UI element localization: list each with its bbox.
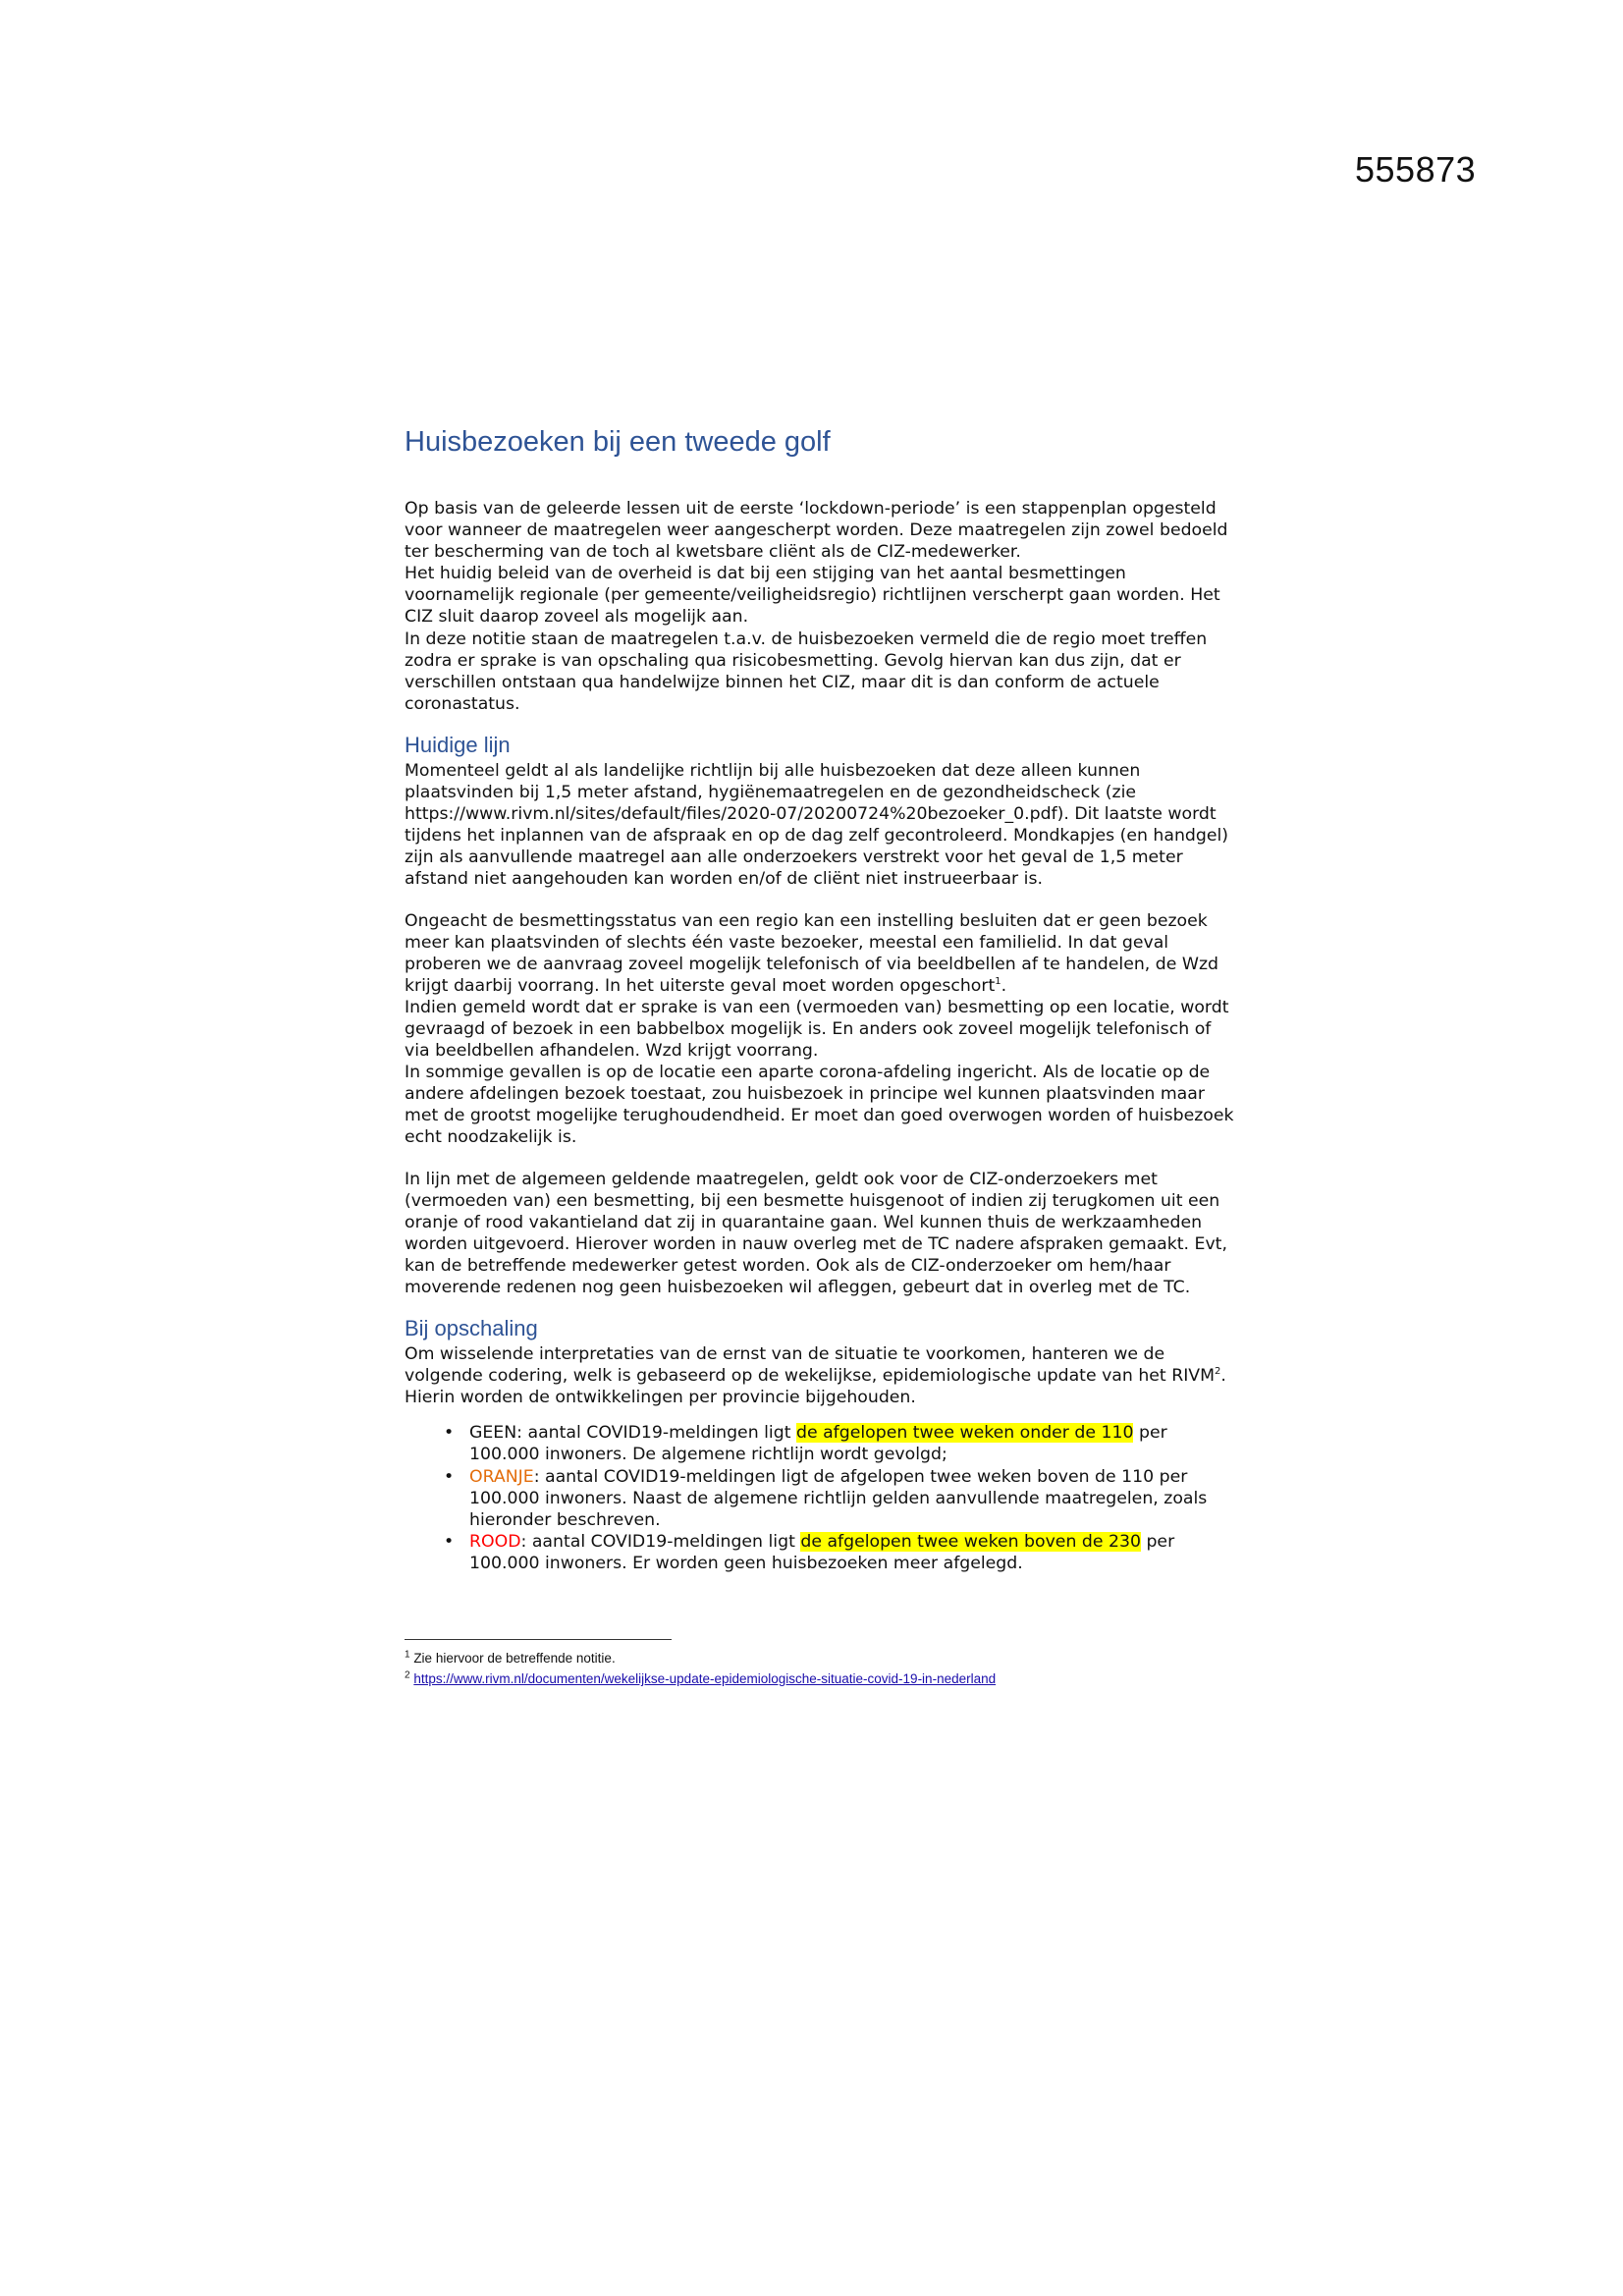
- footnote-divider: [405, 1639, 672, 1640]
- status-label-oranje: ORANJE: [469, 1466, 534, 1487]
- rivm-update-link[interactable]: https://www.rivm.nl/documenten/wekelijkse-update-epidemiologische-situatie-covid-19-in-nederland: [413, 1671, 997, 1686]
- document-id: 555873: [1355, 149, 1477, 190]
- intro-paragraph-2: Het huidig beleid van de overheid is dat bij een stijging van het aantal besmettingen voornamelijk regionale (per gemeente/veiligheidsregio) richtlijnen verscherpt gaan worden. Het CIZ sluit daarop zoveel als mogelijk aan.: [405, 564, 1220, 628]
- codering-list: [405, 1422, 1239, 1574]
- opschaling-paragraph-1: Om wisselende interpretaties van de ernst van de situatie te voorkomen, hanteren we de volgende codering, welk is gebaseerd op de wekelijkse, epidemiologische update van het RIVM$^2$. Hierin worden de ontwikkelingen per provincie bijgehouden.: [405, 1344, 1226, 1408]
- footnotes: [405, 1648, 1288, 1689]
- footnote-1: $^1$ Zie hiervoor de betreffende notitie.: [405, 1649, 616, 1666]
- section-heading-huidige-lijn: Huidige lijn: [405, 732, 511, 757]
- highlighted-text: de afgelopen twee weken boven de 230: [800, 1531, 1141, 1552]
- list-item-rood: • ROOD: aantal COVID19-meldingen ligt de afgelopen twee weken boven de 230 per 100.000 inwoners. Er worden geen huisbezoeken meer afgelegd.: [469, 1531, 1239, 1574]
- footnote-2: $^2$ https://www.rivm.nl/documenten/wekelijkse-update-epidemiologische-situatie-covid-19-in-nederland: [405, 1669, 997, 1686]
- huidige-lijn-paragraph-3: Indien gemeld wordt dat er sprake is van een (vermoeden van) besmetting op een locatie, wordt gevraagd of bezoek in een babbelbox mogelijk is. En anders ook zoveel mogelijk telefonisch of via beeldbellen afhandelen. Wzd krijgt voorrang.: [405, 997, 1229, 1062]
- document-body: [405, 426, 1239, 1574]
- document-title: Huisbezoeken bij een tweede golf: [405, 426, 831, 458]
- huidige-lijn-paragraph-4: In sommige gevallen is op de locatie een aparte corona-afdeling ingericht. Als de locatie op de andere afdelingen bezoek toestaat, zou huisbezoek in principe wel kunnen plaatsvinden maar met de grootst mogelijke terughoudendheid. Er moet dan goed overwogen worden of huisbezoek echt noodzakelijk is.: [405, 1063, 1234, 1148]
- huidige-lijn-paragraph-2: Ongeacht de besmettingsstatus van een regio kan een instelling besluiten dat er geen bezoek meer kan plaatsvinden of slechts één vaste bezoeker, meestal een familielid. In dat geval proberen we de aanvraag zoveel mogelijk telefonisch of via beeldbellen af te handelen, de Wzd krijgt daarbij voorrang. In het uiterste geval moet worden opgeschort$^1$.: [405, 910, 1218, 996]
- intro-paragraph-3: In deze notitie staan de maatregelen t.a.v. de huisbezoeken vermeld die de regio moet treffen zodra er sprake is van opschaling qua risicobesmetting. Gevolg hiervan kan dus zijn, dat er verschillen ontstaan qua handelwijze binnen het CIZ, maar dit is dan conform de actuele coronastatus.: [405, 629, 1208, 714]
- huidige-lijn-paragraph-5: In lijn met de algemeen geldende maatregelen, geldt ook voor de CIZ-onderzoekers met (vermoeden van) een besmetting, bij een besmette huisgenoot of indien zij terugkomen uit een oranje of rood vakantieland dat zij in quarantaine gaan. Wel kunnen thuis de werkzaamheden worden uitgevoerd. Hierover worden in nauw overleg met de TC nadere afspraken gemaakt. Evt, kan de betreffende medewerker getest worden. Ook als de CIZ-onderzoeker om hem/haar moverende redenen nog geen huisbezoeken wil afleggen, gebeurt dat in overleg met de TC.: [405, 1169, 1227, 1297]
- section-heading-bij-opschaling: Bij opschaling: [405, 1316, 538, 1341]
- list-item-oranje: • ORANJE: aantal COVID19-meldingen ligt de afgelopen twee weken boven de 110 per 100.000 inwoners. Naast de algemene richtlijn gelden aanvullende maatregelen, zoals hieronder beschreven.: [469, 1466, 1239, 1531]
- footnote-ref-1[interactable]: 1: [995, 976, 1001, 988]
- intro-paragraph-1: Op basis van de geleerde lessen uit de eerste ‘lockdown-periode’ is een stappenplan opgesteld voor wanneer de maatregelen weer aangescherpt worden. Deze maatregelen zijn zowel bedoeld ter bescherming van de toch al kwetsbare cliënt als de CIZ-medewerker.: [405, 499, 1228, 563]
- huidige-lijn-paragraph-1: Momenteel geldt al als landelijke richtlijn bij alle huisbezoeken dat deze alleen kunnen plaatsvinden bij 1,5 meter afstand, hygiënemaatregelen en de gezondheidscheck (zie https://www.rivm.nl/sites/default/files/2020-07/20200724%20bezoeker_0.pdf). Dit laatste wordt tijdens het inplannen van de afspraak en op de dag zelf gecontroleerd. Mondkapjes (en handgel) zijn als aanvullende maatregel aan alle onderzoekers verstrekt voor het geval de 1,5 meter afstand niet aangehouden kan worden en/of de cliënt niet instrueerbaar is.: [405, 760, 1229, 890]
- list-item-geen: • GEEN: aantal COVID19-meldingen ligt de afgelopen twee weken onder de 110 per 100.000 inwoners. De algemene richtlijn wordt gevolgd;: [469, 1422, 1239, 1465]
- footnote-ref-2[interactable]: 2: [1215, 1366, 1221, 1378]
- status-label-rood: ROOD: [469, 1531, 521, 1552]
- highlighted-text: de afgelopen twee weken onder de 110: [795, 1423, 1134, 1444]
